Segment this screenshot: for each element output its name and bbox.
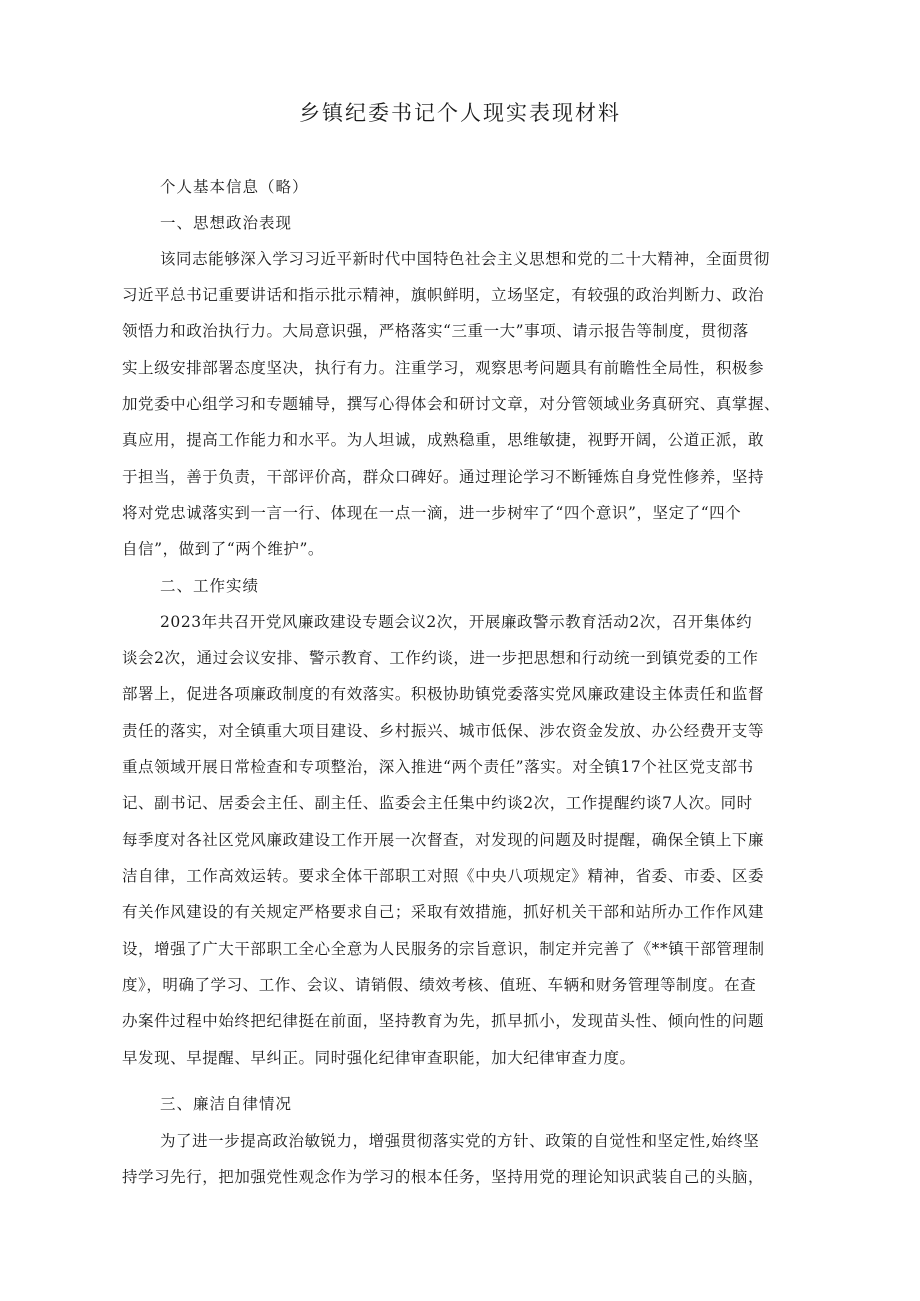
- paragraph-line: 谈会2次，通过会议安排、警示教育、工作约谈，进一步把思想和行动统一到镇党委的工作: [122, 649, 759, 667]
- paragraph-line: 部署上，促进各项廉政制度的有效落实。积极协助镇党委落实党风廉政建设主体责任和监督: [122, 685, 765, 703]
- paragraph-line: 早发现、早提醒、早纠正。同时强化纪律审查职能，加大纪律审查力度。: [122, 1049, 636, 1067]
- paragraph-line: 为了进一步提高政治敏锐力，增强贯彻落实党的方针、政策的自觉性和坚定性,始终坚: [160, 1132, 760, 1150]
- paragraph-line: 2023年共召开党风廉政建设专题会议2次，开展廉政警示教育活动2次，召开集体约: [160, 613, 753, 631]
- paragraph-line: 持学习先行，把加强党性观念作为学习的根本任务，坚持用党的理论知识武装自己的头脑，: [122, 1168, 765, 1186]
- paragraph-line: 责任的落实，对全镇重大项目建设、乡村振兴、城市低保、涉农资金发放、办公经费开支等: [122, 722, 765, 740]
- paragraph-line: 领悟力和政治执行力。大局意识强，严格落实“三重一大”事项、请示报告等制度，贯彻落: [122, 322, 749, 340]
- paragraph-line: 习近平总书记重要讲话和指示批示精神，旗帜鲜明，立场坚定，有较强的政治判断力、政治: [122, 286, 765, 304]
- document-title: 乡镇纪委书记个人现实表现材料: [299, 101, 621, 125]
- paragraph-line: 设，增强了广大干部职工全心全意为人民服务的宗旨意识，制定并完善了《**镇干部管理制: [122, 940, 765, 958]
- section-heading: 三、廉洁自律情况: [160, 1095, 293, 1113]
- paragraph-line: 重点领域开展日常检查和专项整治，深入推进“两个责任”落实。对全镇17个社区党支部书: [122, 758, 754, 776]
- paragraph-line: 洁自律，工作高效运转。要求全体干部职工对照《中央八项规定》精神，省委、市委、区委: [122, 867, 765, 885]
- paragraph-line: 自信”，做到了“两个维护”。: [122, 540, 324, 558]
- paragraph-line: 每季度对各社区党风廉政建设工作开展一次督查，对发现的问题及时提醒，确保全镇上下廉: [122, 831, 765, 849]
- paragraph-line: 真应用，提高工作能力和水平。为人坦诚，成熟稳重，思维敏捷，视野开阔，公道正派，敢: [122, 431, 765, 449]
- paragraph-line: 于担当，善于负责，干部评价高，群众口碑好。通过理论学习不断锤炼自身党性修养，坚持: [122, 468, 765, 486]
- personal-info-note: 个人基本信息（略）: [160, 178, 309, 196]
- paragraph-line: 记、副书记、居委会主任、副主任、监委会主任集中约谈2次，工作提醒约谈7人次。同时: [122, 794, 753, 812]
- paragraph-line: 实上级安排部署态度坚决，执行有力。注重学习，观察思考问题具有前瞻性全局性，积极参: [122, 359, 765, 377]
- paragraph-line: 有关作风建设的有关规定严格要求自己；采取有效措施，抓好机关干部和站所办工作作风建: [122, 903, 765, 921]
- paragraph-line: 该同志能够深入学习习近平新时代中国特色社会主义思想和党的二十大精神，全面贯彻: [160, 250, 770, 268]
- paragraph-line: 将对党忠诚落实到一言一行、体现在一点一滴，进一步树牢了“四个意识”，坚定了“四个: [122, 504, 742, 522]
- paragraph-line: 办案件过程中始终把纪律挺在前面，坚持教育为先，抓早抓小，发现苗头性、倾向性的问题: [122, 1012, 765, 1030]
- section-heading: 一、思想政治表现: [160, 214, 293, 232]
- paragraph-line: 加党委中心组学习和专题辅导，撰写心得体会和研讨文章，对分管领域业务真研究、真掌握、: [122, 395, 781, 413]
- section-heading: 二、工作实绩: [160, 577, 260, 595]
- paragraph-line: 度》，明确了学习、工作、会议、请销假、绩效考核、值班、车辆和财务管理等制度。在查: [122, 976, 757, 994]
